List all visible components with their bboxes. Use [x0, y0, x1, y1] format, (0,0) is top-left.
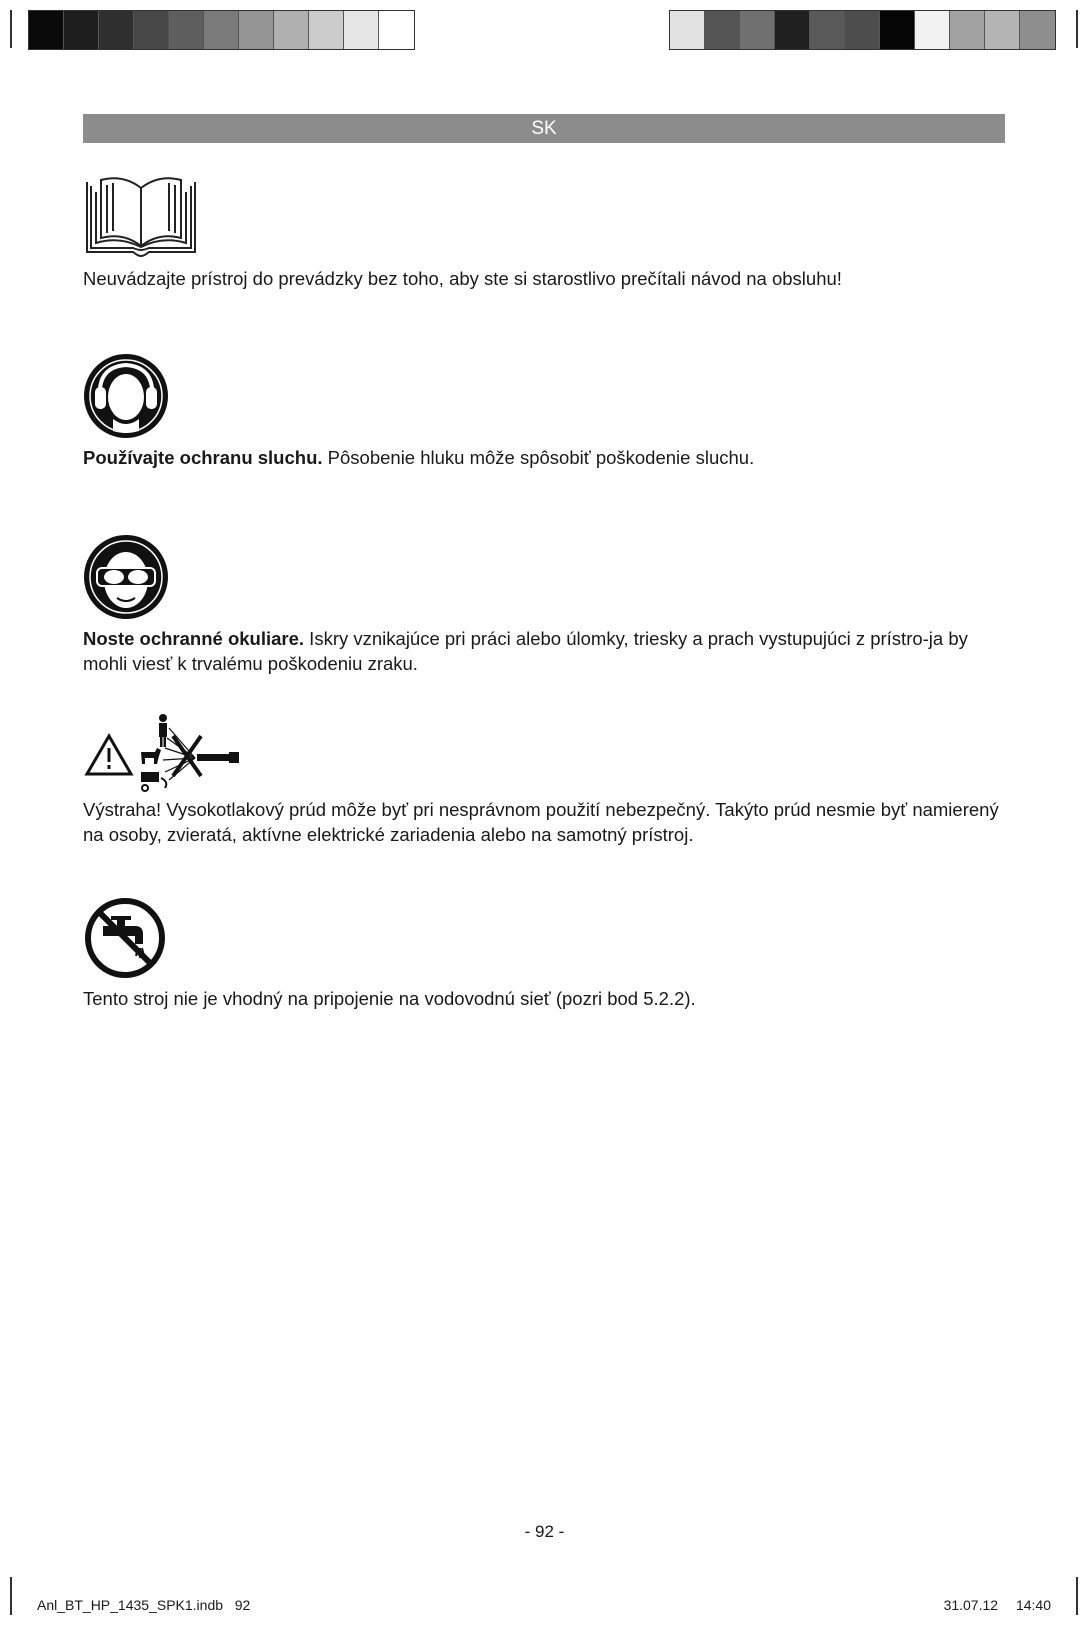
- language-header-bar: SK: [83, 114, 1005, 143]
- left-swatch-3: [99, 11, 134, 49]
- color-registration-bar-left: [28, 10, 415, 50]
- crop-mark-left: [10, 10, 12, 48]
- footer-time: 14:40: [1015, 1597, 1051, 1613]
- section-text: Používajte ochranu sluchu. Pôsobenie hluku môže spôsobiť poškodenie sluchu.: [83, 447, 755, 468]
- right-swatch-2: [705, 11, 740, 49]
- crop-mark-bottom-left: [10, 1577, 12, 1615]
- right-swatch-9: [950, 11, 985, 49]
- left-swatch-2: [64, 11, 99, 49]
- section-text: Noste ochranné okuliare. Iskry vznikajúce pri práci alebo úlomky, triesky a prach vystupujúci z prístro-ja by mohli viesť k trvalému poškodeniu zraku.: [83, 628, 968, 674]
- right-swatch-3: [740, 11, 775, 49]
- footer-date: 31.07.12: [943, 1597, 999, 1613]
- left-swatch-11: [379, 11, 414, 49]
- right-swatch-4: [775, 11, 810, 49]
- left-swatch-9: [309, 11, 344, 49]
- left-swatch-10: [344, 11, 379, 49]
- right-swatch-5: [810, 11, 845, 49]
- page-number: - 92 -: [524, 1522, 565, 1541]
- section-ear-protection: [83, 353, 1008, 470]
- high-pressure-jet-warning-icon: [83, 710, 243, 796]
- ear-protection-icon: [83, 353, 169, 439]
- right-swatch-1: [670, 11, 705, 49]
- left-swatch-7: [239, 11, 274, 49]
- right-swatch-6: [845, 11, 880, 49]
- left-swatch-6: [204, 11, 239, 49]
- right-swatch-10: [985, 11, 1020, 49]
- no-water-mains-connection-icon: [83, 896, 167, 980]
- footer-file-name: Anl_BT_HP_1435_SPK1.indb 92: [37, 1597, 251, 1613]
- crop-mark-bottom-right: [1076, 1577, 1078, 1615]
- section-text: Neuvádzajte prístroj do prevádzky bez toho, aby ste si starostlivo prečítali návod na obsluhu!: [83, 268, 842, 289]
- footer-timestamp: [930, 1597, 1051, 1613]
- section-read-manual: [83, 176, 1008, 291]
- right-swatch-7: [880, 11, 915, 49]
- color-registration-bar-right: [669, 10, 1056, 50]
- eye-protection-icon: [83, 534, 169, 620]
- crop-mark-right: [1076, 10, 1078, 48]
- right-swatch-11: [1020, 11, 1055, 49]
- left-swatch-5: [169, 11, 204, 49]
- left-swatch-4: [134, 11, 169, 49]
- left-swatch-8: [274, 11, 309, 49]
- section-text: Výstraha! Vysokotlakový prúd môže byť pri nesprávnom použití nebezpečný. Takýto prúd nesmie byť namierený na osoby, zvieratá, aktívne elektrické zariadenia alebo na samotný prístroj.: [83, 799, 999, 845]
- left-swatch-1: [29, 11, 64, 49]
- section-text: Tento stroj nie je vhodný na pripojenie na vodovodnú sieť (pozri bod 5.2.2).: [83, 988, 696, 1009]
- read-manual-book-icon: [83, 176, 199, 258]
- section-jet-warning: [83, 710, 1008, 847]
- section-eye-protection: [83, 534, 1008, 676]
- section-no-mains-connection: [83, 896, 1008, 1011]
- right-swatch-8: [915, 11, 950, 49]
